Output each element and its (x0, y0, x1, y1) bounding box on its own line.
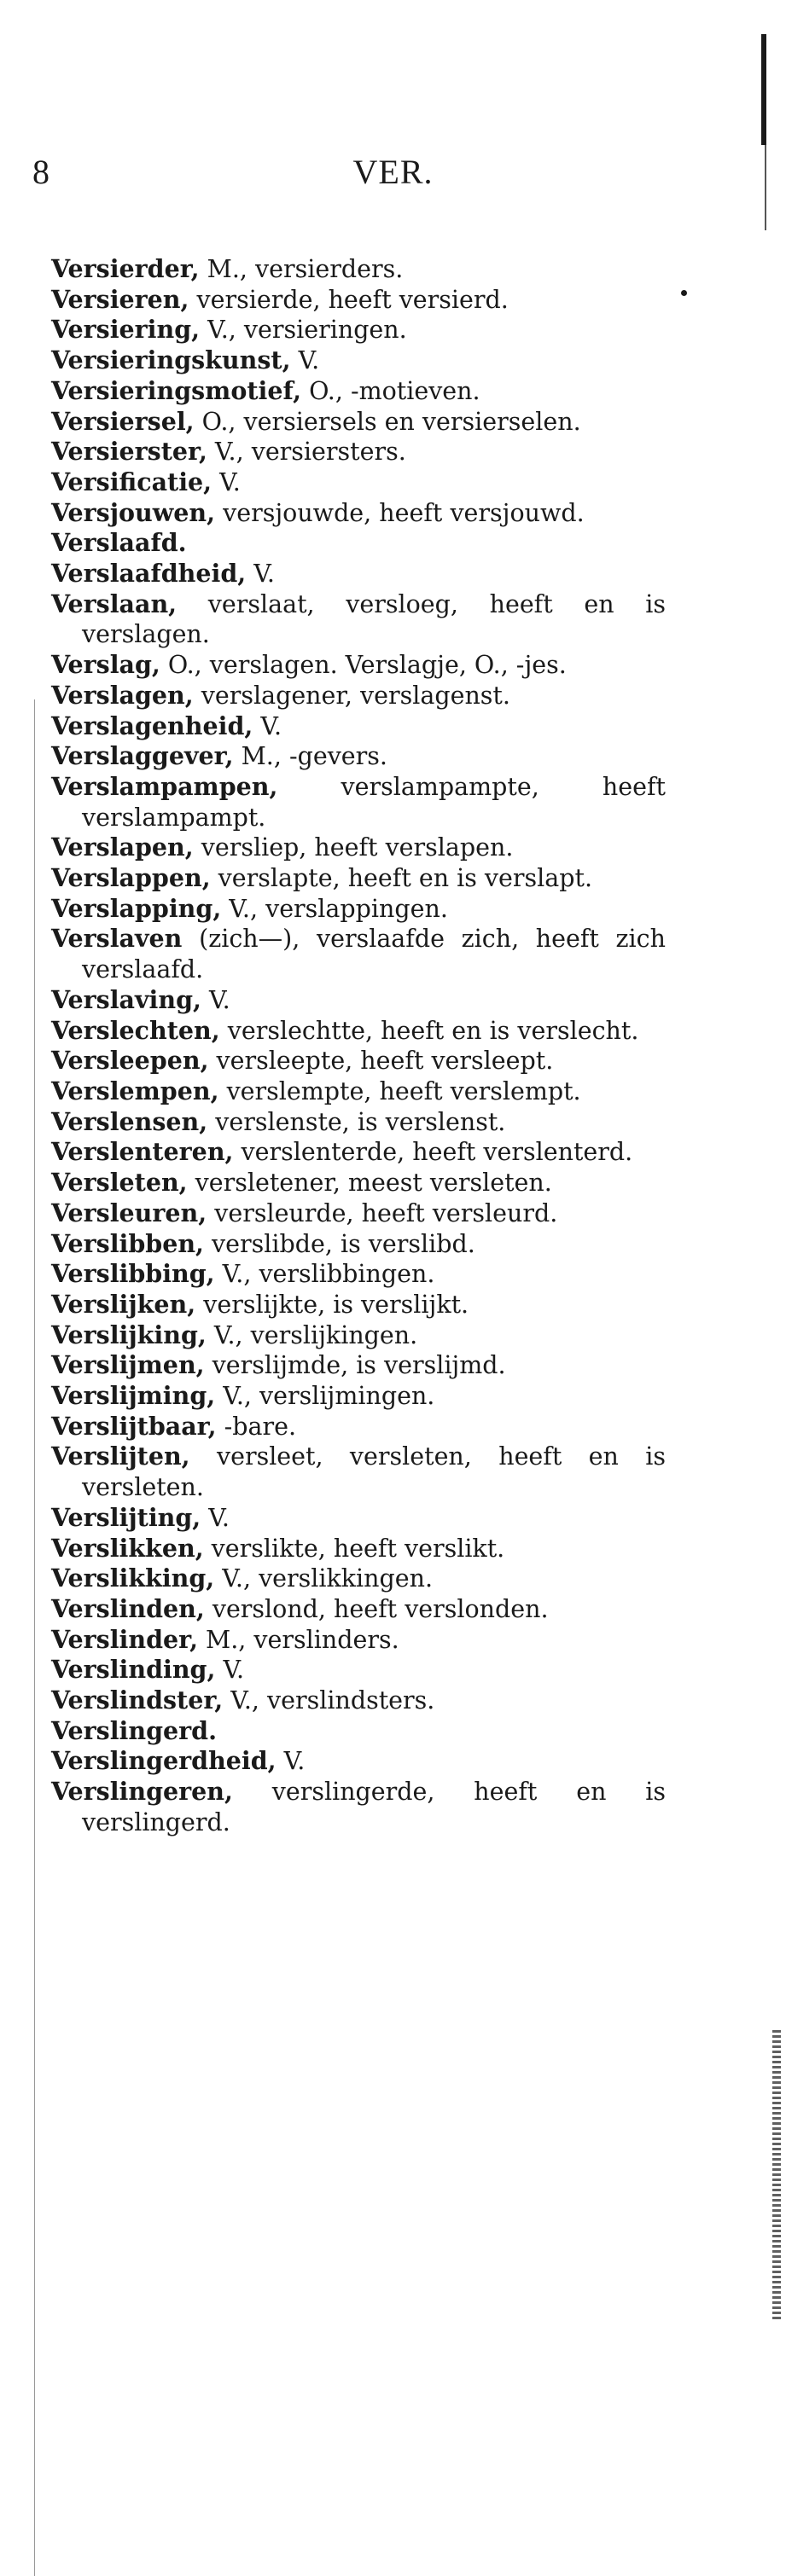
dictionary-entry (51, 1290, 666, 1320)
dictionary-entry (51, 1046, 666, 1076)
entry-headword: Verslapping, (51, 893, 222, 923)
dictionary-entry (51, 1777, 666, 1837)
entry-headword: Versiering, (51, 315, 201, 345)
entry-definition: V. (253, 711, 282, 740)
entry-definition: O., versiersels en versierselen. (194, 407, 581, 436)
entry-definition: M., verslinders. (198, 1625, 399, 1654)
entry-headword: Verslaafd. (51, 528, 187, 558)
dictionary-entry (51, 1685, 666, 1716)
entry-definition: V., verslibbingen. (214, 1260, 435, 1289)
entry-definition: versierde, heeft versierd. (189, 285, 509, 314)
entry-definition: V. (290, 346, 320, 375)
dictionary-entry (51, 1716, 666, 1747)
entry-headword: Versieringsmotief, (51, 375, 302, 405)
dictionary-entry (51, 1350, 666, 1381)
dictionary-entry (51, 985, 666, 1016)
entry-headword: Verslikken, (51, 1533, 204, 1563)
dictionary-entry (51, 863, 666, 894)
dictionary-entry (51, 1259, 666, 1290)
entry-definition: M., -gevers. (233, 742, 387, 771)
entry-headword: Verslikking, (51, 1564, 215, 1593)
dictionary-entry (51, 559, 666, 589)
page-number: 8 (32, 153, 49, 191)
dictionary-entry (51, 1320, 666, 1351)
entry-definition: V. (276, 1747, 306, 1776)
dictionary-entry (51, 1655, 666, 1685)
entry-definition: verslingerde, heeft en is verslingerd. (82, 1778, 666, 1836)
entry-headword: Verslibben, (51, 1228, 204, 1258)
entry-headword: Versiersel, (51, 406, 195, 436)
entry-headword: Verslibbing, (51, 1259, 215, 1289)
entry-definition: M., versierders. (199, 255, 404, 283)
entry-headword: Verslaven (51, 924, 183, 954)
entry-headword: Verslingerdheid, (51, 1746, 277, 1776)
entry-headword: Verslijming, (51, 1381, 216, 1411)
entry-headword: Verslingeren, (51, 1777, 233, 1807)
entry-headword: Verslijking, (51, 1320, 207, 1349)
entry-headword: Verslinder, (51, 1624, 198, 1654)
entry-definition: versleepte, heeft versleept. (208, 1047, 554, 1076)
entry-definition: verslond, heeft verslonden. (204, 1594, 549, 1623)
entry-headword: Versleten, (51, 1168, 188, 1198)
dictionary-entry (51, 1198, 666, 1229)
dictionary-entry (51, 1076, 666, 1107)
dictionary-entry (51, 254, 666, 285)
dictionary-entry (51, 1107, 666, 1138)
entry-definition: V., verslijkingen. (206, 1320, 418, 1349)
entry-headword: Verslampampen, (51, 771, 278, 801)
entry-definition: V., verslikkingen. (214, 1564, 434, 1593)
entry-definition: -bare. (216, 1412, 297, 1441)
dictionary-entry (51, 1746, 666, 1777)
entry-definition: V. (212, 467, 241, 496)
entry-headword: Verslijten, (51, 1442, 190, 1471)
entry-headword: Versierder, (51, 254, 200, 283)
entry-headword: Verslensen, (51, 1106, 208, 1136)
dictionary-entry (51, 1229, 666, 1260)
dictionary-entry (51, 1503, 666, 1534)
dictionary-entry (51, 772, 666, 833)
dictionary-entry (51, 407, 666, 438)
entry-definition: V. (201, 985, 230, 1014)
dictionary-entry (51, 589, 666, 650)
dictionary-entry (51, 498, 666, 529)
dictionary-entry (51, 894, 666, 925)
entry-headword: Verslempen, (51, 1076, 219, 1105)
entry-definition: verslampampte, heeft verslampampt. (82, 772, 666, 832)
dictionary-entry (51, 285, 666, 316)
entry-headword: Verslagenheid, (51, 711, 253, 740)
entry-definition: V. (201, 1503, 230, 1532)
entry-definition: versletener, meest versleten. (187, 1169, 552, 1198)
dictionary-entry (51, 1534, 666, 1564)
dictionary-entry (51, 345, 666, 376)
dictionary-entry (51, 528, 666, 559)
entry-headword: Verslinding, (51, 1655, 216, 1685)
entry-definition: versleurde, heeft versleurd. (207, 1198, 558, 1227)
entry-definition: (zich—), verslaafde zich, heeft zich verslaafd. (82, 925, 666, 984)
entry-headword: Verslinden, (51, 1593, 205, 1623)
entry-definition: V., versiersters. (207, 438, 406, 467)
dictionary-entry (51, 315, 666, 345)
dictionary-entry (51, 711, 666, 742)
margin-line (34, 699, 35, 2576)
entry-headword: Verslappen, (51, 863, 211, 893)
dictionary-entries (51, 254, 666, 1838)
entry-definition: verslapte, heeft en is verslapt. (210, 864, 592, 893)
dictionary-entry (51, 1137, 666, 1168)
entry-definition: verslijmde, is verslijmd. (204, 1351, 506, 1380)
entry-headword: Verslijken, (51, 1289, 196, 1319)
entry-definition: V. (215, 1656, 245, 1685)
entry-headword: Versleepen, (51, 1046, 209, 1076)
entry-headword: Verslagen, (51, 680, 194, 710)
entry-definition: V., verslijmingen. (215, 1382, 435, 1411)
entry-definition: verslagener, verslagenst. (193, 681, 510, 710)
dictionary-entry (51, 467, 666, 498)
entry-headword: Verslechten, (51, 1015, 220, 1045)
entry-headword: Verslijtbaar, (51, 1411, 217, 1441)
entry-definition: V., verslappingen. (221, 894, 448, 923)
dictionary-entry (51, 1442, 666, 1502)
entry-definition: verslenste, is verslenst. (207, 1107, 506, 1136)
entry-definition: V., versieringen. (200, 316, 407, 345)
dictionary-entry (51, 1381, 666, 1412)
entry-definition: verslempte, heeft verslempt. (218, 1076, 581, 1105)
dictionary-entry (51, 1564, 666, 1594)
dictionary-entry (51, 376, 666, 407)
running-head: VER. (352, 153, 434, 191)
entry-definition: versleet, versleten, heeft en is versleten. (82, 1442, 666, 1502)
entry-definition: V. (246, 560, 275, 589)
entry-headword: Versjouwen, (51, 497, 216, 527)
dictionary-entry (51, 741, 666, 772)
ink-dot (681, 290, 687, 296)
entry-headword: Verslingerd. (51, 1715, 217, 1745)
entry-headword: Verslindster, (51, 1685, 224, 1715)
entry-headword: Verslaafdheid, (51, 559, 247, 589)
entry-headword: Versierster, (51, 437, 207, 467)
entry-headword: Verslapen, (51, 833, 194, 862)
entry-headword: Versificatie, (51, 467, 213, 496)
edge-rule (761, 34, 766, 145)
entry-definition: verslikte, heeft verslikt. (203, 1534, 505, 1563)
dictionary-entry (51, 1412, 666, 1442)
dictionary-entry (51, 1016, 666, 1047)
entry-headword: Verslijting, (51, 1502, 201, 1532)
entry-headword: Verslaving, (51, 984, 201, 1014)
entry-definition: verslenterde, heeft verslenterd. (233, 1138, 633, 1167)
entry-definition: verslechtte, heeft en is verslecht. (219, 1016, 639, 1045)
entry-definition: versliep, heeft verslapen. (193, 833, 514, 862)
entry-headword: Verslijmen, (51, 1350, 205, 1380)
entry-definition: O., verslagen. Verslagje, O., -jes. (160, 651, 567, 680)
entry-headword: Versleuren, (51, 1198, 207, 1227)
entry-headword: Verslenteren, (51, 1137, 234, 1167)
dictionary-entry (51, 681, 666, 711)
dictionary-entry (51, 1168, 666, 1198)
entry-definition: verslijkte, is verslijkt. (195, 1290, 469, 1319)
entry-definition: O., -motieven. (301, 376, 480, 405)
entry-headword: Verslaggever, (51, 741, 234, 771)
entry-definition: verslaat, versloeg, heeft en is verslagen. (82, 589, 666, 649)
entry-definition: verslibde, is verslibd. (203, 1229, 475, 1258)
binding-shadow (772, 2030, 781, 2320)
dictionary-entry (51, 650, 666, 681)
dictionary-entry (51, 833, 666, 863)
entry-headword: Verslag, (51, 650, 160, 680)
dictionary-entry (51, 1594, 666, 1625)
dictionary-entry (51, 1625, 666, 1656)
dictionary-entry (51, 924, 666, 984)
entry-definition: versjouwde, heeft versjouwd. (215, 498, 585, 527)
entry-definition: V., verslindsters. (223, 1686, 435, 1715)
entry-headword: Verslaan, (51, 589, 178, 618)
entry-headword: Versieringskunst, (51, 345, 291, 375)
entry-headword: Versieren, (51, 284, 189, 314)
dictionary-entry (51, 437, 666, 467)
